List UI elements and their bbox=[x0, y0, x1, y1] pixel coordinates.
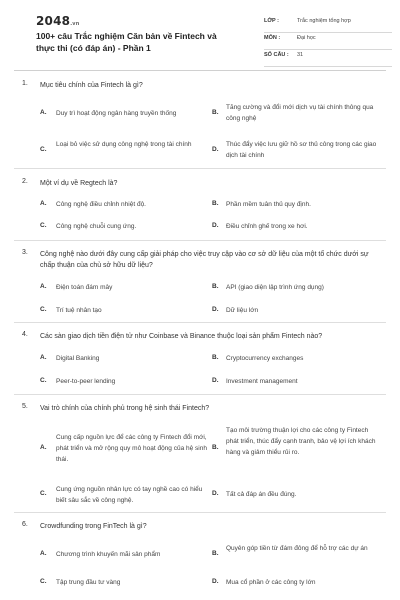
option-letter: D. bbox=[212, 146, 219, 153]
option-text[interactable]: Tập trung đầu tư vàng bbox=[56, 579, 121, 586]
option-text[interactable]: Cryptocurrency exchanges bbox=[226, 355, 304, 362]
meta-row-mon bbox=[264, 33, 392, 50]
option-text[interactable]: Tạo môi trường thuận lợi cho các công ty Fintech phát triển, thúc đẩy cạnh tranh, bảo vệ lợi ích khách hàng và giảm thiểu rủi ro. bbox=[226, 427, 376, 456]
question-number: 2. bbox=[22, 178, 28, 185]
option-text[interactable]: Investment management bbox=[226, 378, 298, 385]
brand-name: 2048 bbox=[36, 14, 71, 28]
meta-row-lop bbox=[264, 16, 392, 33]
question-number: 5. bbox=[22, 403, 28, 410]
option-text[interactable]: API (giao diện lập trình ứng dụng) bbox=[226, 284, 324, 291]
question-text: Công nghệ nào dưới đây cung cấp giải pháp cho việc truy cập vào cơ sở dữ liệu của một tổ chức dưới sự chấp thuận của chủ sở hữu dữ liệu? bbox=[40, 251, 369, 269]
option-text[interactable]: Tăng cường và đổi mới dịch vụ tài chính thông qua công nghệ bbox=[226, 104, 374, 122]
option-letter: A. bbox=[40, 444, 47, 451]
brand-logo[interactable] bbox=[36, 14, 80, 28]
document-title: 100+ câu Trắc nghiệm Căn bản về Fintech và thực thi (có đáp án) - Phần 1 bbox=[36, 31, 217, 53]
meta-mon-label: MÔN : bbox=[264, 35, 281, 41]
option-text[interactable]: Mua cổ phần ở các công ty lớn bbox=[226, 579, 316, 586]
option-letter: B. bbox=[212, 109, 219, 116]
question-text: Vai trò chính của chính phủ trong hệ sinh thái Fintech? bbox=[40, 405, 210, 412]
option-text[interactable]: Phần mềm tuân thủ quy định. bbox=[226, 201, 311, 208]
question-text: Các sàn giao dịch tiền điện tử như Coinbase và Binance thuộc loại sản phẩm Fintech nào? bbox=[40, 333, 323, 340]
option-letter: D. bbox=[212, 578, 219, 585]
question-number: 6. bbox=[22, 521, 28, 528]
option-letter: B. bbox=[212, 444, 219, 451]
option-letter: C. bbox=[40, 306, 47, 313]
question-text: Mục tiêu chính của Fintech là gì? bbox=[40, 82, 143, 89]
option-letter: B. bbox=[212, 550, 219, 557]
meta-lop-label: LỚP : bbox=[264, 18, 279, 24]
option-text[interactable]: Duy trì hoạt động ngân hàng truyền thống bbox=[56, 110, 177, 117]
option-text[interactable]: Tất cả đáp án đều đúng. bbox=[226, 491, 297, 498]
option-letter: A. bbox=[40, 200, 47, 207]
option-letter: C. bbox=[40, 578, 47, 585]
option-text[interactable]: Peer-to-peer lending bbox=[56, 378, 116, 385]
meta-row-socau bbox=[264, 50, 392, 67]
question-divider bbox=[14, 512, 386, 513]
question-number: 3. bbox=[22, 249, 28, 256]
option-text[interactable]: Digital Banking bbox=[56, 355, 100, 362]
meta-socau-value: 31 bbox=[297, 52, 304, 58]
option-text[interactable]: Điện toán đám mây bbox=[56, 284, 113, 291]
option-text[interactable]: Quyên góp tiền từ đám đông để hỗ trợ các dự án bbox=[226, 545, 368, 552]
option-letter: A. bbox=[40, 109, 47, 116]
option-letter: C. bbox=[40, 222, 47, 229]
option-letter: C. bbox=[40, 146, 47, 153]
option-letter: A. bbox=[40, 283, 47, 290]
option-text[interactable]: Công nghệ điều chỉnh nhiệt độ. bbox=[56, 201, 146, 208]
brand-suffix: .vn bbox=[70, 21, 80, 27]
option-text[interactable]: Thúc đẩy việc lưu giữ hồ sơ thủ công trong các giao dịch tài chính bbox=[226, 141, 377, 159]
option-letter: C. bbox=[40, 490, 47, 497]
meta-info bbox=[264, 16, 392, 67]
option-letter: A. bbox=[40, 354, 47, 361]
option-letter: B. bbox=[212, 283, 219, 290]
option-text[interactable]: Điều chỉnh ghế trong xe hơi. bbox=[226, 223, 308, 230]
option-text[interactable]: Công nghệ chuỗi cung ứng. bbox=[56, 223, 137, 230]
option-text[interactable]: Chương trình khuyến mãi sản phẩm bbox=[56, 551, 161, 558]
header bbox=[14, 0, 386, 72]
option-text[interactable]: Cung cấp nguồn lực để các công ty Fintech đổi mới, phát triển và mở rộng quy mô hoạt động của hệ sinh thái. bbox=[56, 434, 207, 463]
option-text[interactable]: Loại bỏ việc sử dụng công nghệ trong tài chính bbox=[56, 141, 192, 148]
option-letter: B. bbox=[212, 354, 219, 361]
question-text: Crowdfunding trong FinTech là gì? bbox=[40, 523, 147, 530]
question-divider bbox=[14, 394, 386, 395]
option-letter: D. bbox=[212, 490, 219, 497]
option-letter: C. bbox=[40, 377, 47, 384]
question-divider bbox=[14, 322, 386, 323]
question-number: 1. bbox=[22, 80, 28, 87]
option-text[interactable]: Cung ứng nguồn nhân lực có tay nghề cao có hiểu biết sâu sắc về công nghệ. bbox=[56, 486, 203, 504]
question-divider bbox=[14, 240, 386, 241]
option-letter: B. bbox=[212, 200, 219, 207]
question-divider bbox=[14, 168, 386, 169]
question-number: 4. bbox=[22, 331, 28, 338]
option-text[interactable]: Dữ liệu lớn bbox=[226, 307, 259, 314]
meta-mon-value: Đại học bbox=[297, 35, 316, 41]
option-letter: A. bbox=[40, 550, 47, 557]
meta-socau-label: SỐ CÂU : bbox=[264, 52, 289, 58]
option-text[interactable]: Trí tuệ nhân tạo bbox=[56, 307, 102, 314]
question-text: Một ví dụ về Regtech là? bbox=[40, 180, 118, 187]
meta-lop-value: Trắc nghiệm tổng hợp bbox=[297, 18, 351, 24]
option-letter: D. bbox=[212, 222, 219, 229]
option-letter: D. bbox=[212, 377, 219, 384]
header-divider bbox=[14, 70, 386, 71]
option-letter: D. bbox=[212, 306, 219, 313]
